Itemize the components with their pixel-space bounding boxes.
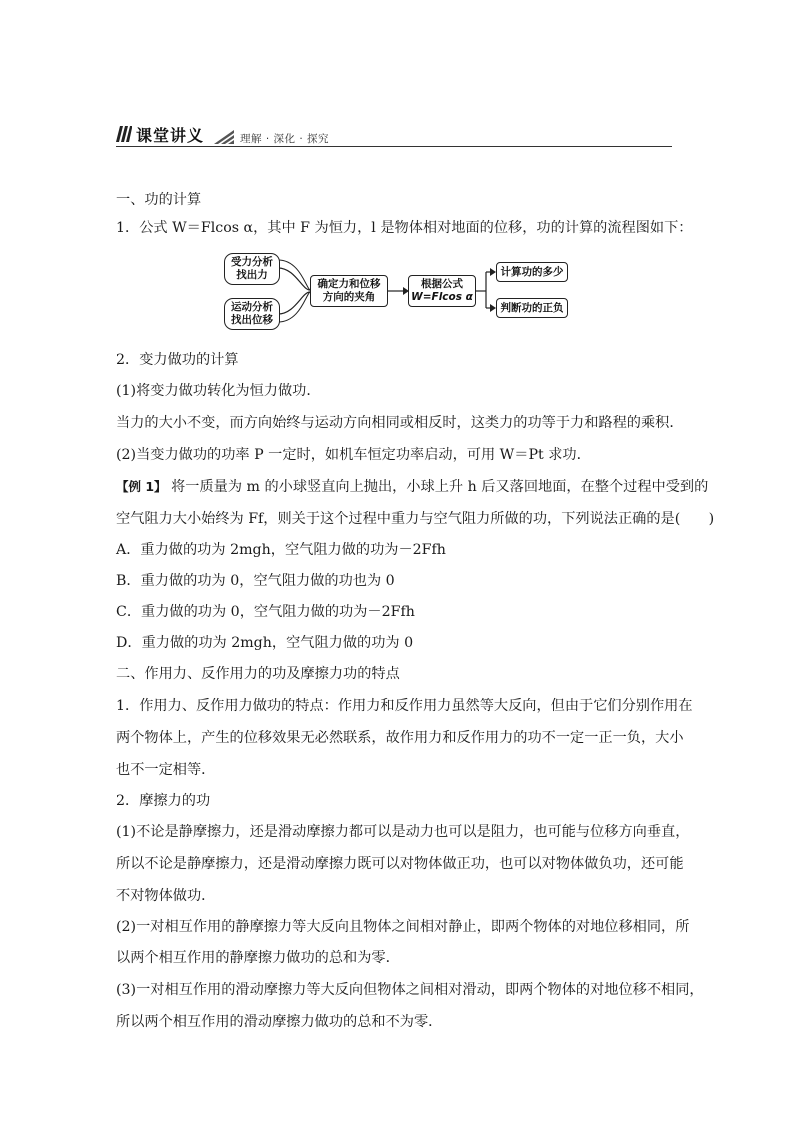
section2-item1-line3: 也不一定相等． — [116, 762, 216, 778]
section2-heading: 二、作用力、反作用力的功及摩擦力功的特点 — [116, 666, 400, 682]
flow-box-angle-line2: 方向的夹角 — [322, 291, 376, 303]
flow-box-motion-analysis-line2: 找出位移 — [231, 314, 273, 326]
section-subtitle: 理解 · 深化 · 探究 — [240, 133, 330, 145]
section1-item2-heading: 2．变力做功的计算 — [116, 352, 239, 368]
flow-box-amount-label: 计算功的多少 — [500, 265, 564, 278]
section2-item1-line1: 1．作用力、反作用力做功的特点：作用力和反作用力虽然等大反向，但由于它们分别作用在 — [116, 698, 693, 714]
section-title: 课堂讲义 — [136, 126, 205, 145]
example1-line2: 空气阻力大小始终为 Ff，则关于这个过程中重力与空气阻力所做的功，下列说法正确的是( ) — [116, 511, 715, 527]
section2-p1-line2: 所以不论是静摩擦力，还是滑动摩擦力既可以对物体做正功，也可以对物体做负功，还可能 — [116, 856, 684, 872]
flow-box-force-analysis-line1: 受力分析 — [231, 256, 273, 268]
section1-heading: 一、功的计算 — [116, 192, 202, 208]
flow-box-formula — [408, 275, 476, 307]
example1-line1 — [116, 477, 708, 497]
flow-box-formula-line1: 根据公式 — [421, 278, 463, 290]
section2-p3-line2: 所以两个相互作用的滑动摩擦力做功的总和不为零． — [116, 1014, 443, 1030]
section2-p2-line2: 以两个相互作用的静摩擦力做功的总和为零． — [116, 950, 400, 966]
example1-option-d: D．重力做的功为 2mgh，空气阻力做的功为 0 — [116, 635, 414, 651]
section2-item2-heading: 2．摩擦力的功 — [116, 793, 211, 809]
flow-box-angle-line1: 确定力和位移 — [317, 278, 381, 290]
section1-item2-p1: (1)将变力做功转化为恒力做功． — [116, 383, 321, 399]
section2-item1-line2: 两个物体上，产生的位移效果无必然联系，故作用力和反作用力的功不一定一正一负，大小 — [116, 730, 684, 746]
example1-option-c: C．重力做的功为 0，空气阻力做的功为－2Ffh — [116, 604, 415, 620]
section2-p2-line1: (2)一对相互作用的静摩擦力等大反向且物体之间相对静止，即两个物体的对地位移相同，所 — [116, 919, 690, 935]
flow-box-sign-label: 判断功的正负 — [500, 301, 564, 314]
section2-p1-line3: 不对物体做功． — [116, 888, 216, 904]
section2-p1-line1: (1)不论是静摩擦力，还是滑动摩擦力都可以是动力也可以是阻力，也可能与位移方向垂直， — [116, 824, 690, 840]
header-rule — [116, 146, 672, 147]
flow-box-force-analysis — [224, 253, 280, 285]
section1-item2-p3: (2)当变力做功的功率 P 一定时，如机车恒定功率启动，可用 W＝Pt 求功． — [116, 447, 591, 463]
section2-p3-line1: (3)一对相互作用的滑动摩擦力等大反向但物体之间相对滑动，即两个物体的对地位移不相同， — [116, 982, 704, 998]
flow-box-force-analysis-line2: 找出力 — [236, 269, 268, 281]
flow-box-motion-analysis-line1: 运动分析 — [231, 301, 273, 313]
example1-text-line1: 将一质量为 m 的小球竖直向上抛出，小球上升 h 后又落回地面，在整个过程中受到的 — [171, 479, 709, 495]
section1-item1: 1．公式 W＝Flcos α，其中 F 为恒力，l 是物体相对地面的位移，功的计算的流程图如下： — [116, 220, 693, 236]
header-left-stripes-icon — [116, 126, 132, 142]
section1-item2-p2: 当力的大小不变，而方向始终与运动方向相同或相反时，这类力的功等于力和路程的乘积． — [116, 415, 684, 431]
flow-box-formula-line2: W=Flcos α — [411, 291, 473, 303]
example1-option-b: B．重力做的功为 0，空气阻力做的功也为 0 — [116, 573, 395, 589]
flow-box-angle — [310, 275, 388, 307]
flow-box-motion-analysis — [224, 298, 280, 330]
header-right-stripes-icon — [214, 130, 234, 144]
flow-box-sign — [496, 298, 568, 318]
example1-tag: 【例 1】 — [116, 479, 167, 494]
example1-option-a: A．重力做的功为 2mgh，空气阻力做的功为－2Ffh — [116, 542, 446, 558]
flow-box-amount — [496, 262, 568, 282]
